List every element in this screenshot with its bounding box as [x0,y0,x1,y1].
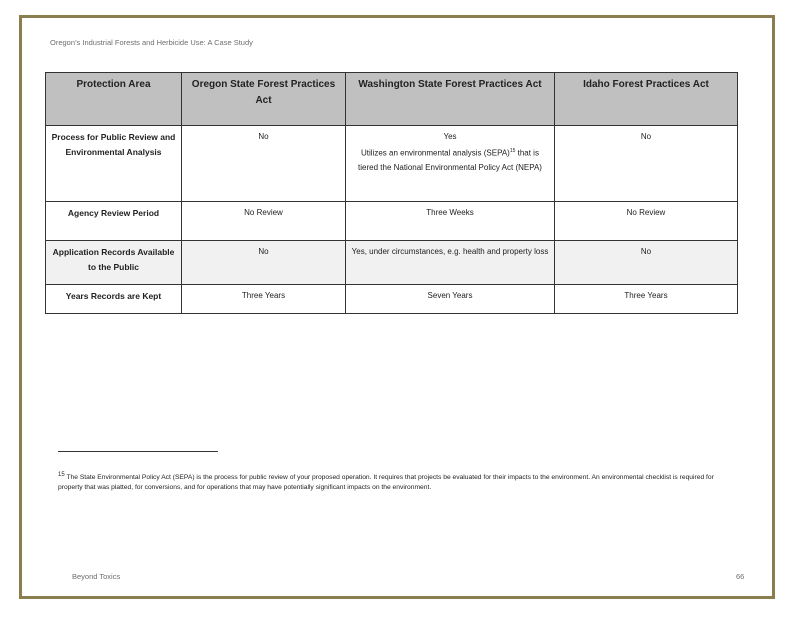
row-header: Application Records Available to the Public [46,241,182,285]
footnote-text: The State Environmental Policy Act (SEPA) is the process for public review of your proposed operation. It requires that projects be evaluated for their impacts to the environment. An environmental checklist is required for property that was platted, for conversions, and for operations that may have potentially significant impacts on the environment. [58,474,714,492]
footer-publisher: Beyond Toxics [72,572,121,581]
forest-practices-comparison-table [45,72,738,314]
column-header: Washington State Forest Practices Act [346,73,555,126]
row-header: Years Records are Kept [46,285,182,314]
footnote-number: 15 [58,472,65,478]
table-row [46,285,738,314]
column-header: Idaho Forest Practices Act [555,73,738,126]
table-cell: Three Years [182,285,346,314]
table-cell: No [182,126,346,202]
table-cell: Three Weeks [346,202,555,241]
table-cell: No [182,241,346,285]
footnote [58,470,738,493]
footnote-divider [58,451,218,452]
column-header: Oregon State Forest Practices Act [182,73,346,126]
running-header: Oregon’s Industrial Forests and Herbicide Use: A Case Study [50,38,253,47]
cell-line [350,144,550,175]
row-header: Process for Public Review and Environmental Analysis [46,126,182,202]
table-cell: No Review [182,202,346,241]
table-cell: No [555,126,738,202]
table-cell [346,126,555,202]
table-cell: Three Years [555,285,738,314]
column-header: Protection Area [46,73,182,126]
cell-text: that is tiered the National Environmental Policy Act (NEPA) [358,148,542,172]
table-row [46,126,738,202]
cell-line: Yes [443,132,457,141]
page-number: 66 [736,572,745,581]
row-header: Agency Review Period [46,202,182,241]
table-cell: Yes, under circumstances, e.g. health and property loss [346,241,555,285]
cell-text: Utilizes an environmental analysis (SEPA) [361,148,510,158]
table-row [46,241,738,285]
table-header-row [46,73,738,126]
table-row [46,202,738,241]
table-cell: No [555,241,738,285]
table-cell: Seven Years [346,285,555,314]
table-cell: No Review [555,202,738,241]
footnote-ref: 15 [509,148,516,154]
